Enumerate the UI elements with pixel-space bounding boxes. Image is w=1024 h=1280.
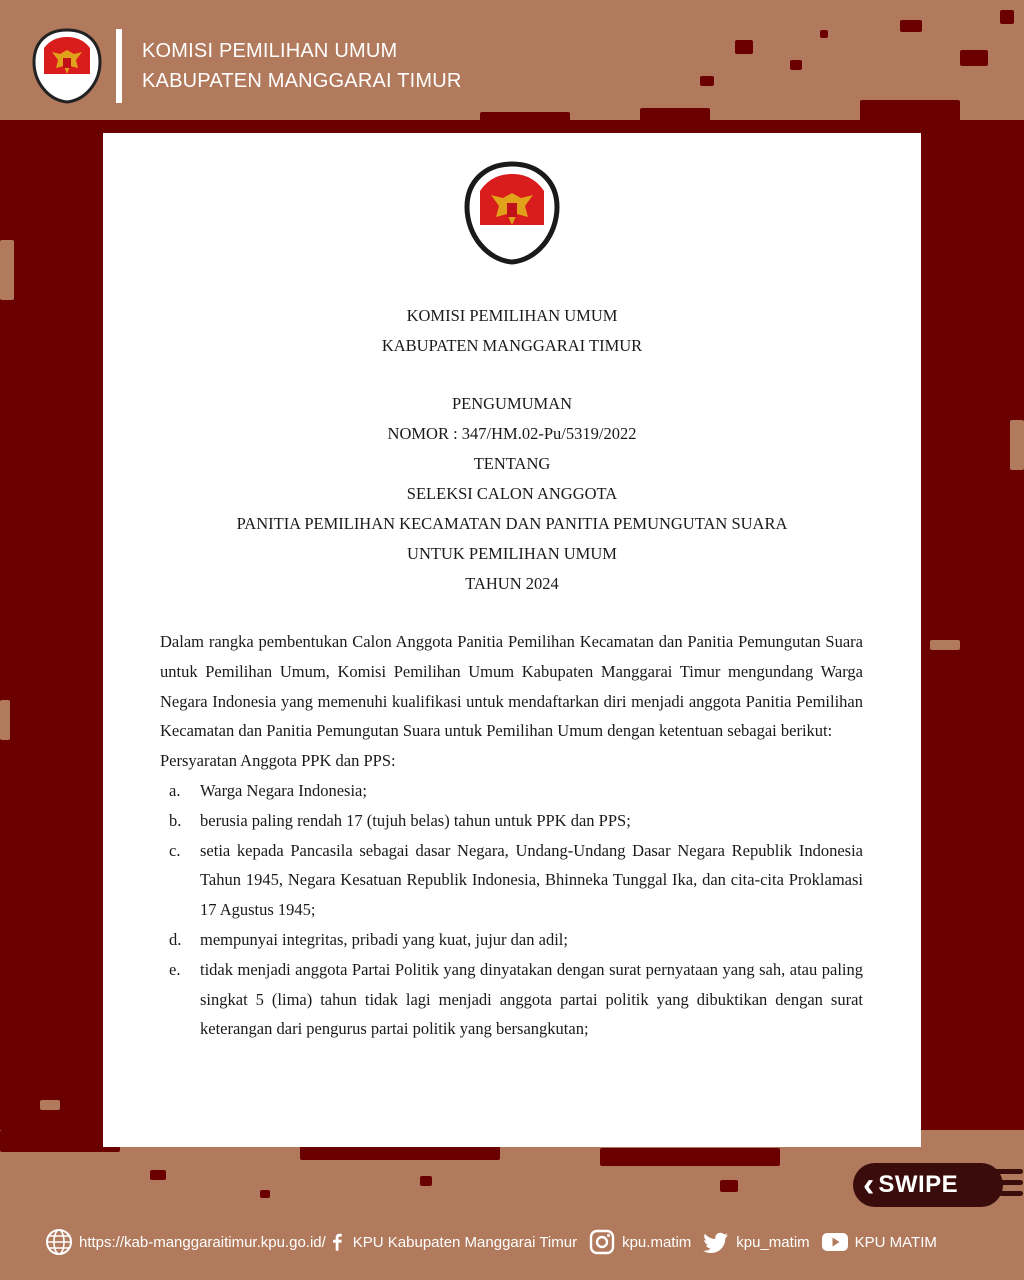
document-heading <box>103 301 921 599</box>
document-about: TENTANG <box>473 454 551 473</box>
requirements-heading: Persyaratan Anggota PPK dan PPS: <box>160 751 396 771</box>
youtube-icon <box>820 1227 850 1257</box>
header-divider <box>116 29 122 103</box>
intro-paragraph: Dalam rangka pembentukan Calon Anggota Panitia Pemilihan Kecamatan dan Panitia Pemungutan Suara untuk Pemilihan Umum, Komisi Pemilihan Umum Kabupaten Manggarai Timur mengundang Warga Negara Indonesia yang memenuhi kualifikasi untuk mendaftarkan diri menjadi anggota Panitia Pemilihan Kecamatan dan Panitia Pemungutan Suara untuk Pemilihan Umum dengan ketentuan sebagai berikut: <box>160 632 863 741</box>
institution-region: KABUPATEN MANGGARAI TIMUR <box>381 336 643 355</box>
footer-website[interactable] <box>44 1227 326 1257</box>
list-text: berusia paling rendah 17 (tujuh belas) tahun untuk PPK dan PPS; <box>200 810 631 830</box>
list-item <box>160 925 863 955</box>
list-marker: b. <box>169 810 182 830</box>
list-text: mempunyai integritas, pribadi yang kuat, jujur dan adil; <box>200 929 568 949</box>
globe-icon <box>44 1227 74 1257</box>
footer <box>44 1226 937 1258</box>
list-item <box>160 806 863 836</box>
list-marker: a. <box>169 780 181 800</box>
facebook-icon <box>326 1227 348 1257</box>
footer-instagram[interactable] <box>587 1227 691 1257</box>
kpu-logo-icon <box>32 28 102 104</box>
document-subject-1: SELEKSI CALON ANGGOTA <box>406 484 618 503</box>
twitter-handle: kpu_matim <box>736 1233 810 1251</box>
list-marker: c. <box>169 840 181 860</box>
pps-logo-icon <box>463 161 561 265</box>
document-title: PENGUMUMAN <box>451 394 573 413</box>
chevron-left-icon: ‹ <box>863 1166 875 1204</box>
document-subject-4: TAHUN 2024 <box>465 574 559 593</box>
list-item <box>160 955 863 1044</box>
institution-name: KOMISI PEMILIHAN UMUM <box>406 306 618 325</box>
list-item <box>160 776 863 806</box>
document-subject-2: PANITIA PEMILIHAN KECAMATAN DAN PANITIA PEMUNGUTAN SUARA <box>236 514 788 533</box>
header <box>32 26 461 106</box>
list-text: Warga Negara Indonesia; <box>200 780 367 800</box>
instagram-handle: kpu.matim <box>622 1233 692 1251</box>
footer-twitter[interactable] <box>701 1227 809 1257</box>
swipe-button[interactable] <box>853 1163 1003 1207</box>
website-url: https://kab-manggaraitimur.kpu.go.id/ <box>79 1233 326 1251</box>
instagram-icon <box>587 1227 617 1257</box>
document-subject-3: UNTUK PEMILIHAN UMUM <box>407 544 617 563</box>
twitter-icon <box>701 1227 731 1257</box>
list-text: setia kepada Pancasila sebagai dasar Negara, Undang-Undang Dasar Negara Republik Indonesia Tahun 1945, Negara Kesatuan Republik Indonesia, Bhinneka Tunggal Ika, dan cita-cita Proklamasi 17 Agustus 1945; <box>200 840 863 920</box>
document-body <box>160 627 863 1044</box>
document-number: NOMOR : 347/HM.02-Pu/5319/2022 <box>387 424 637 443</box>
requirements-list <box>160 776 863 1044</box>
list-text: tidak menjadi anggota Partai Politik yang dinyatakan dengan surat pernyataan yang sah, atau paling singkat 5 (lima) tahun tidak lagi menjadi anggota partai politik yang dibuktikan dengan surat keterangan dari pengurus partai politik yang bersangkutan; <box>200 959 863 1039</box>
list-item <box>160 836 863 925</box>
header-title <box>142 36 461 96</box>
speed-lines-icon <box>985 1169 1023 1202</box>
footer-youtube[interactable] <box>820 1227 937 1257</box>
list-marker: d. <box>169 929 182 949</box>
youtube-channel: KPU MATIM <box>854 1233 937 1251</box>
swipe-label: SWIPE <box>878 1171 959 1198</box>
footer-facebook[interactable] <box>326 1227 577 1257</box>
header-title-line1: KOMISI PEMILIHAN UMUM <box>142 40 398 62</box>
header-title-line2: KABUPATEN MANGGARAI TIMUR <box>142 70 462 92</box>
list-marker: e. <box>169 959 181 979</box>
facebook-name: KPU Kabupaten Manggarai Timur <box>352 1233 578 1251</box>
announcement-document <box>103 133 921 1147</box>
